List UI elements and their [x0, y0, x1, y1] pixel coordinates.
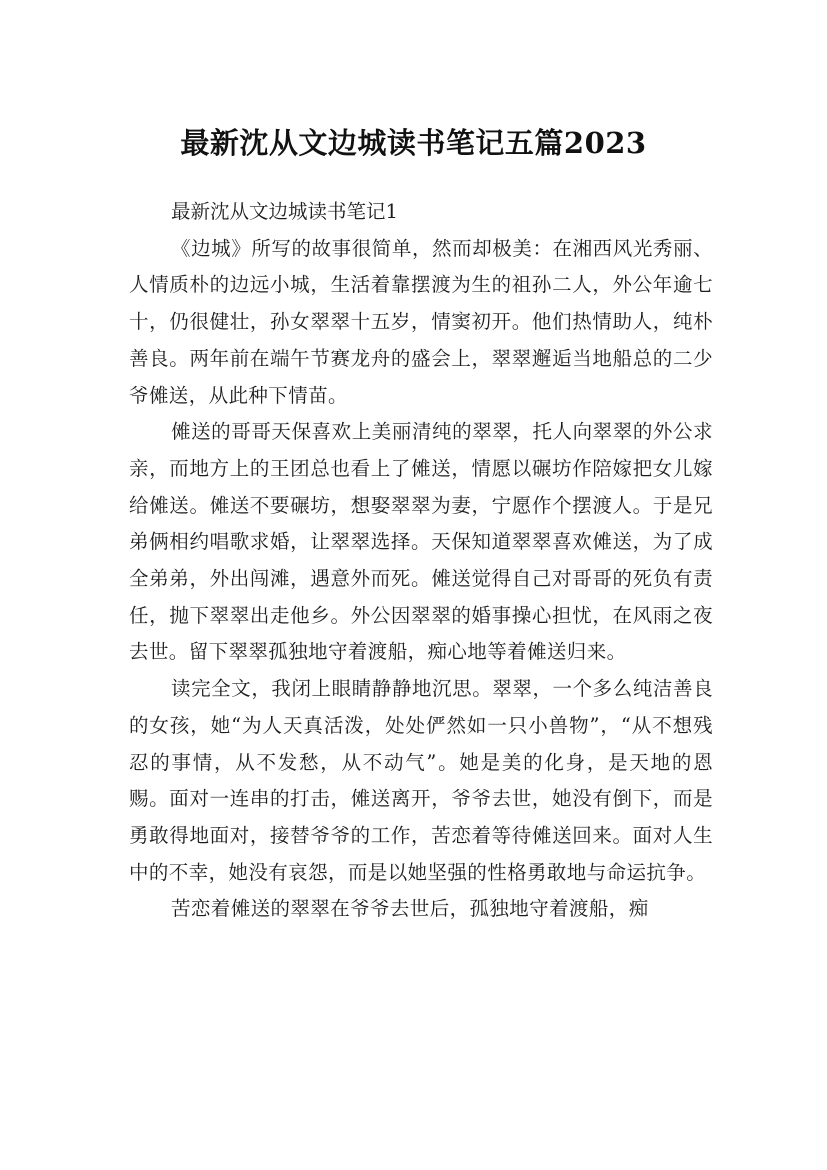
- paragraph-1: 《边城》所写的故事很简单，然而却极美：在湘西风光秀丽、人情质朴的边远小城，生活着靠摆渡为生的祖孙二人，外公年逾七十，仍很健壮，孙女翠翠十五岁，情窦初开。他们热情助人，纯朴善良。两年前在端午节赛龙舟的盛会上，翠翠邂逅当地船总的二少爷傩送，从此种下情苗。: [129, 236, 713, 407]
- section-heading: 最新沈从文边城读书笔记1: [171, 200, 398, 223]
- paragraph-4: 苦恋着傩送的翠翠在爷爷去世后，孤独地守着渡船，痴: [171, 897, 649, 921]
- paragraph-3: 读完全文，我闭上眼睛静静地沉思。翠翠，一个多么纯洁善良的女孩，她“为人天真活泼，处处俨然如一只小兽物”，“从不想残忍的事情，从不发愁，从不动气”。她是美的化身，是天地的恩赐。面对一连串的打击，傩送离开，爷爷去世，她没有倒下，而是勇敢得地面对，接替爷爷的工作，苦恋着等待傩送回来。面对人生中的不幸，她没有哀怨，而是以她坚强的性格勇敢地与命运抗争。: [129, 677, 713, 884]
- paragraph-2: 傩送的哥哥天保喜欢上美丽清纯的翠翠，托人向翠翠的外公求亲，而地方上的王团总也看上了傩送，情愿以碾坊作陪嫁把女儿嫁给傩送。傩送不要碾坊，想娶翠翠为妻，宁愿作个摆渡人。于是兄弟俩相约唱歌求婚，让翠翠选择。天保知道翠翠喜欢傩送，为了成全弟弟，外出闯滩，遇意外而死。傩送觉得自己对哥哥的死负有责任，抛下翠翠出走他乡。外公因翠翠的婚事操心担忧，在风雨之夜去世。留下翠翠孤独地守着渡船，痴心地等着傩送归来。: [129, 420, 713, 664]
- document-title: 最新沈从文边城读书笔记五篇2023: [180, 126, 647, 161]
- document-body: [129, 194, 713, 928]
